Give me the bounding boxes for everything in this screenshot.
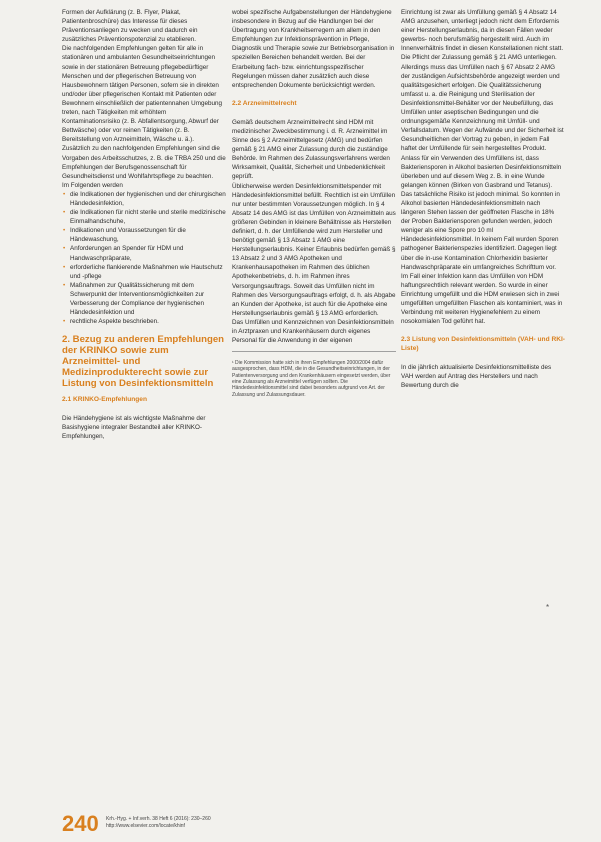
- body-paragraph: Einrichtung ist zwar als Umfüllung gemäß § 4 Absatz 14 AMG anzusehen, unterliegt jedoch nicht dem Erfordernis einer Herstellungserlaubnis, da in diesen Fällen weder gewerbs- noch berufsmäßig hergestellt wird. Auch im Innenverhältnis findet in diesen Konstellationen nicht statt. Die Pflicht der Zulassung gemäß § 21 AMG unterliegen. Allerdings muss das Umfüllen nach § 67 Absatz 2 AMG der zuständigen Aufsichtsbehörde angezeigt werden und qualitätsgesichert erfolgen. Die Qualitätssicherung umfasst u. a. die Reinigung und Sterilisation der Desinfektionsmittel-Behälter vor der Neubefüllung, das Umfüllen unter aseptischen Bedingungen und die ordnungsgemäße Kennzeichnung mit Umfüll- und Verfallsdatum. Wegen der Aufwände und der Sicherheit ist Gesundheitlichen der Vortrag zu geben, in jedem Fall haftet der Umfüllende für sein hergestelltes Produkt. Anlass für ein Verwenden des Umfüllens ist, dass Bakteriensporen in Alkohol basierten Desinfektionsmitteln überleben und auf diesem Weg z. B. in eine Wunde gelangen können (Birken von Gasbrand und Tetanus). Das tatsächliche Risiko ist jedoch minimal. So konnten in Alkohol basierten Händedesinfektionsmitteln nach längeren Stehen lassen der geöffneten Flasche in 18% der Proben Bakteriensporen gefunden werden, jedoch weniger als eine Spore pro 10 ml Händedesinfektionsmittel. In keinem Fall wurden Sporen pathogener Bakterienspezies identifiziert. Dagegen liegt über die in-use Kontamination Chlorhexidin basierter Handwaschpräparate ein umfangreiches Schrifttum vor.: [401, 9, 564, 271]
- bullet-item: • die Indikationen für nicht sterile und sterile medizinische Einmalhandschuhe,: [62, 208, 226, 226]
- body-paragraph: Formen der Aufklärung (z. B. Flyer, Plakat, Patientenbroschüre) das Interesse für dieses Präventionsanliegen zu wecken und dadurch ein zusätzliches Präventionspotenzial zu etablieren.: [62, 9, 198, 44]
- subsection-heading: 2.3 Listung von Desinfektionsmitteln (VAH- und RKI-Liste): [401, 336, 565, 353]
- body-paragraph: Die nachfolgenden Empfehlungen gelten für alle in stationären und ambulanten Gesundheitseinrichtungen sowie in der stationären Betreuung pflegebedürftiger Menschen und der pflegerischen Betreuung von Hausbewohnern tätigen Personen, sofern sie in direkten und/oder über pflegerischen Kontakt mit Patienten oder Bewohnern einschließlich der patientennahen Umgebung treten, nach Tätigkeiten mit erhöhtem Kontaminationsrisiko (z. B. Abfallentsorgung, Abwurf der Bettwäsche) oder vor reinen Tätigkeiten (z. B. Bereitstellung von Arzneimitteln, Wäsche u. ä.).: [62, 45, 222, 144]
- page-number: 240: [62, 811, 99, 836]
- body-paragraph: Zusätzlich zu den nachfolgenden Empfehlungen sind die Vorgaben des Arbeitsschutzes, z. B. die TRBA 250 und die Empfehlungen der Berufsgenossenschaft für Gesundheitsdienst und Wohlfahrtspflege zu beachten.: [62, 145, 226, 180]
- bullet-item: • Anforderungen an Spender für HDM und Handwaschpräparate,: [62, 244, 226, 262]
- subsection-heading: 2.1 KRINKO-Empfehlungen: [62, 396, 147, 404]
- spacer: [232, 90, 396, 99]
- body-paragraph: Die Händehygiene ist als wichtigste Maßnahme der Basishygiene integraler Bestandteil aller KRINKO-Empfehlungen,: [62, 415, 206, 441]
- column-1: [62, 8, 226, 442]
- body-paragraph: wobei spezifische Aufgabenstellungen der Händehygiene insbesondere in Bezug auf die Handlungen bei der Übertragung von Krankheitserregern am allem in den Empfehlungen zur Infektionsprävention in Pflege, Diagnostik und Therapie sowie zur Betriebsorganisation in speziellen Bereichen behandelt werden. Bei der Erarbeitung fach- bzw. einrichtungsspezifischer Regelungen müssen daher zusätzlich auch diese entsprechenden Dokumente berücksichtigt werden.: [232, 9, 395, 89]
- citation-url[interactable]: http://www.elsevier.com/locate/khinf: [106, 822, 185, 829]
- citation-line: Krh.-Hyg. + Inf.verh. 38 Heft 6 (2016): 230–260: [106, 816, 211, 822]
- bullet-item: • rechtliche Aspekte beschrieben.: [62, 317, 226, 326]
- body-paragraph: Im Folgenden werden: [62, 181, 123, 189]
- column-3: [401, 8, 565, 391]
- bullet-item: • Indikationen und Voraussetzungen für die Händewaschung,: [62, 226, 226, 244]
- body-paragraph: Im Fall einer Infektion kann das Umfüllen von HDM haftungsrechtlich relevant werden. So wurde in einer Einrichtung umgefüllt und die HDM erwiesen sich in zwei umgefüllten umgefüllten Flaschen als kontaminiert, was in Verbindung mit weiteren Hygienefehlern zu einem nosokomialen Tod geführt hat.: [401, 272, 563, 326]
- bullet-item: • die Indikationen der hygienischen und der chirurgischen Händedesinfektion,: [62, 190, 226, 208]
- bullet-item: • Maßnahmen zur Qualitätssicherung mit dem Schwerpunkt der Interventionsmöglichkeiten zur Verbesserung der Compliance der hygienischen Händedesinfektion und: [62, 281, 226, 317]
- asterisk-mark: *: [546, 603, 550, 612]
- spacer: [401, 326, 565, 335]
- body-paragraph: Üblicherweise werden Desinfektionsmittelspender mit Händedesinfektionsmittel befüllt. Rechtlich ist ein Umfüllen nur unter bestimmten Voraussetzungen möglich. In § 4 Absatz 14 des AMG ist das Umfüllen von Arzneimitteln aus größeren Gebinden in kleinere Behältnisse als Herstellen definiert, d. h. der Umfüllende wird zum Hersteller und benötigt gemäß § 13 Absatz 1 AMG eine Herstellungserlaubnis. Keiner Erlaubnis bedürfen gemäß § 13 Absatz 2 und 3 AMG Apotheken und Krankenhausapotheken im Rahmen des üblichen Apothekenbetriebs, d. h. im Rahmen ihres Versorgungsauftrags. Soweit das Umfüllen nicht im Rahmen des Versorgungsauftrags erfolgt, d. h. als Abgabe an Kunden der Apotheke, ist auch für die Apotheke eine Herstellungserlaubnis gemäß § 13 AMG erforderlich.: [232, 182, 396, 317]
- journal-citation: [106, 816, 346, 829]
- body-paragraph: Das Umfüllen und Kennzeichnen von Desinfektionsmitteln in Arztpraxen und Krankenhäusern durch eigenes Personal für die Anwendung in der eigenen: [232, 318, 394, 345]
- bullet-item: • erforderliche flankierende Maßnahmen wie Hautschutz und -pflege: [62, 263, 226, 281]
- section-heading: 2. Bezug zu anderen Empfehlungen der KRINKO sowie zum Arzneimittel- und Medizinprodukterecht sowie zur Listung von Desinfektionsmitteln: [62, 334, 225, 390]
- column-2: [232, 8, 396, 398]
- bullet-list: [62, 190, 226, 326]
- body-paragraph: In die jährlich aktualisierte Desinfektionsmittelliste des VAH werden auf Antrag des Herstellers und nach Bewertung durch die: [401, 364, 552, 390]
- subsection-heading: 2.2 Arzneimittelrecht: [232, 99, 297, 107]
- footnote: ¹ Die Kommission hatte sich in ihren Empfehlungen 2000/2004 dafür ausgesprochen, dass HDM, die in die Gesundheitseinrichtungen, in der Patientenversorgung und den Krankenhäusern eingesetzt werden, über eine Zulassung als Arzneimittel verfügen sollten. Die Händedesinfektionsmittel sind dabei besonders aufgrund von Art. der Zulassung und Zulassungsdauer.: [232, 351, 396, 398]
- body-paragraph: Gemäß deutschem Arzneimittelrecht sind HDM mit medizinischer Zweckbestimmung i. d. R. Arzneimittel im Sinne des § 2 Arzneimittelgesetz (AMG) und bedürfen gemäß § 21 AMG einer Zulassung durch die zuständige Behörde. Im Rahmen des Zulassungsverfahrens werden Wirksamkeit, Qualität, Sicherheit und Unbedenklichkeit geprüft.: [232, 118, 390, 181]
